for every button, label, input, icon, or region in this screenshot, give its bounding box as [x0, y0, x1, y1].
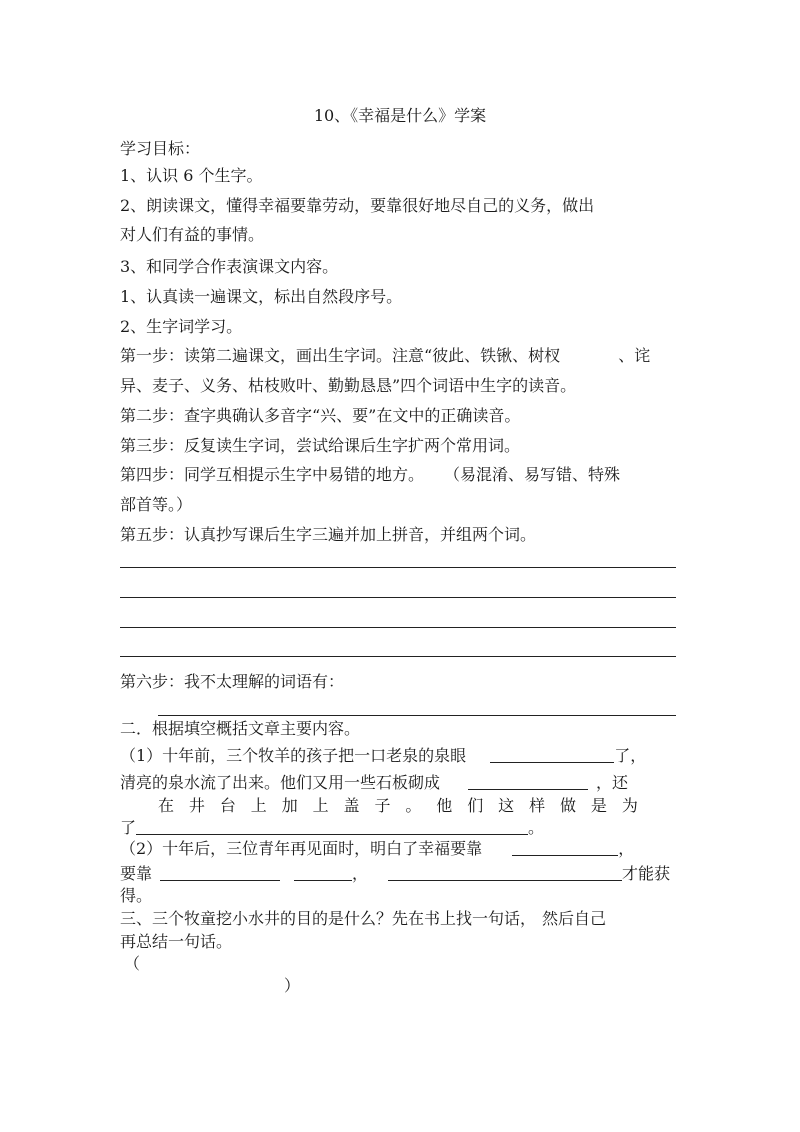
fill-blank[interactable] — [388, 864, 622, 881]
step3-line: 第三步：反复读生字词，尝试给课后生字扩两个常用词。 — [120, 436, 521, 455]
step1-line — [120, 346, 650, 366]
summary-p1-line4: 了 。 — [120, 818, 545, 837]
step1-text-end: 、诧 — [618, 346, 651, 365]
fill-blank[interactable] — [160, 864, 280, 881]
copy-line[interactable] — [120, 597, 676, 598]
fill-blank[interactable] — [136, 818, 528, 835]
summary-p2-line3: 得。 — [120, 886, 153, 905]
step4-line — [120, 465, 620, 485]
fill-blank[interactable] — [294, 864, 352, 881]
copy-line[interactable] — [120, 567, 676, 568]
summary-p1-line1: （1）十年前，三个牧羊的孩子把一口老泉的泉眼 了， — [120, 746, 647, 765]
fill-blank[interactable] — [512, 839, 618, 856]
step6-line: 第六步：我不太理解的词语有： — [120, 672, 345, 691]
objective-item: 对人们有益的事情。 — [120, 225, 265, 244]
fill-blank[interactable] — [468, 773, 588, 790]
step4-line2: 部首等。） — [120, 495, 193, 514]
section3-line1: 三、三个牧童挖小水井的目的是什么？先在书上找一句话， 然后自己 — [120, 909, 607, 928]
answer-open-paren: （ — [124, 954, 141, 973]
section2-heading: 二．根据填空概括文章主要内容。 — [120, 719, 361, 738]
task-item: 2、生字词学习。 — [120, 317, 243, 336]
copy-line[interactable] — [120, 627, 676, 628]
answer-close-paren: ） — [284, 976, 301, 995]
summary-p1-line2: 清亮的泉水流了出来。他们又用一些石板砌成 ，还 — [120, 773, 629, 792]
objectives-heading: 学习目标： — [120, 139, 201, 158]
summary-p2-line1: （2）十年后，三位青年再见面时，明白了幸福要靠 ， — [120, 839, 635, 858]
fill-blank[interactable] — [490, 746, 614, 763]
step1-line2: 异、麦子、义务、枯枝败叶、勤勤恳恳”四个词语中生字的读音。 — [120, 376, 577, 395]
task-item: 1、认真读一遍课文，标出自然段序号。 — [120, 287, 403, 306]
summary-p2-line2: 要靠 ， 才能获 — [120, 864, 671, 883]
step4-note: （易混淆、易写错、特殊 — [444, 465, 621, 484]
objective-item: 1、认识 6 个生字。 — [120, 166, 263, 185]
step2-line: 第二步：查字典确认多音字“兴、要”在文中的正确读音。 — [120, 406, 521, 425]
section3-line2: 再总结一句话。 — [120, 932, 233, 951]
page-title: 10、《幸福是什么》学案 — [313, 106, 487, 125]
step4-text: 第四步：同学互相提示生字中易错的地方。 — [120, 465, 425, 484]
objective-item: 2、朗读课文，懂得幸福要靠劳动，要靠很好地尽自己的义务，做出 — [120, 196, 595, 215]
summary-p1-line3: 在 井 台 上 加 上 盖 子 。 他 们 这 样 做 是 为 — [158, 796, 638, 815]
step1-text: 第一步：读第二遍课文，画出生字词。注意“彼此、铁锹、树杈 — [120, 346, 561, 365]
objective-item: 3、和同学合作表演课文内容。 — [120, 257, 339, 276]
answer-line[interactable] — [158, 715, 676, 716]
step5-line: 第五步：认真抄写课后生字三遍并加上拼音，并组两个词。 — [120, 525, 537, 544]
copy-line[interactable] — [120, 656, 676, 657]
